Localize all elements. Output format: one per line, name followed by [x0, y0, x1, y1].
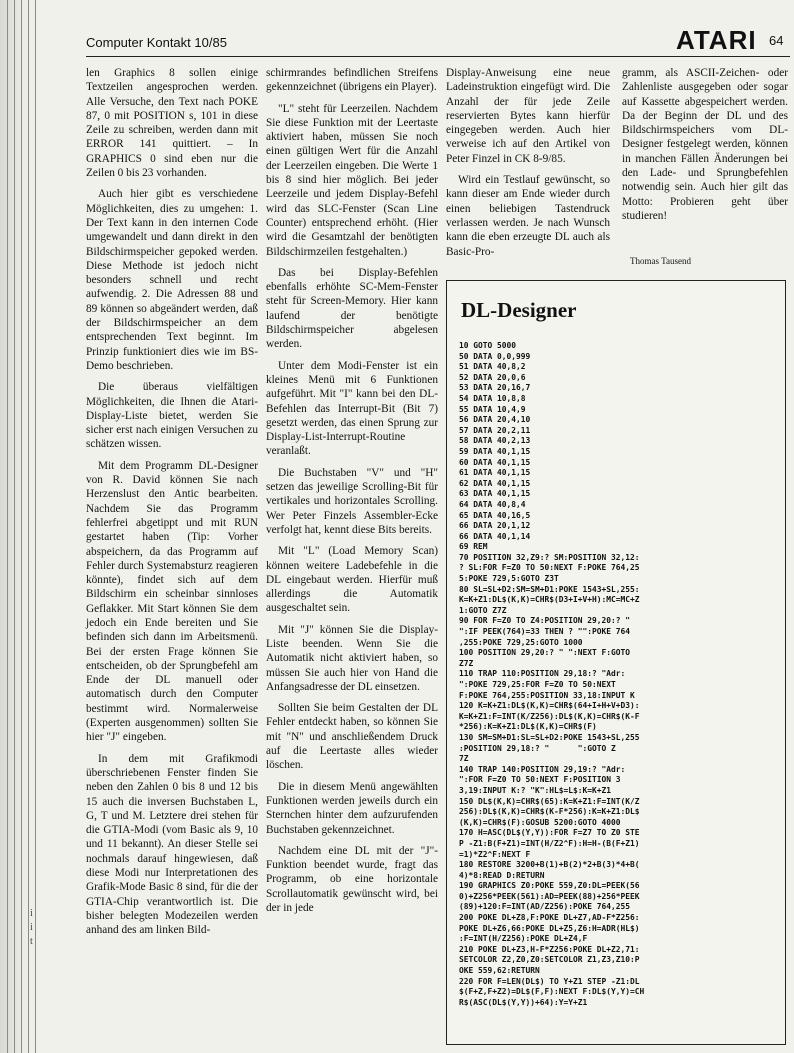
- text-column-2: [266, 66, 438, 922]
- header-rule: [86, 56, 790, 57]
- margin-mark: i: [30, 908, 33, 919]
- paragraph: Das bei Display-Befehlen ebenfalls erhöhte SC-Mem-Fenster steht für Screen-Memory. Hier kann laufend der benötigte Bildschirmspeicher abgelesen werden.: [266, 266, 438, 351]
- paragraph: Mit dem Programm DL-Designer von R. David können Sie nach Herzenslust den Antic bearbeiten. Nachdem Sie das Programm fehlerfrei abgetippt und mit RUN gestartet haben (Tip: Vorher abspeichern, da das Programm auf Fehler durch Systemabsturz reagieren könnte), findet sich auf dem Bildschirm ein scheinbar sinnloses Geflakker. Mit Start können Sie dem jedoch ein Ende bereiten und Sie befinden sich dann im Arbeitsmenü. Bei der ersten Frage können Sie entscheiden, ob der Sprungbefehl am Ende der DL manuell oder automatisch durch den Computer bestimmt wird. Normalerweise (Experten ausgenommen) sollten Sie hier "J" eingeben.: [86, 459, 258, 744]
- page-header: [86, 26, 790, 56]
- paragraph: Sollten Sie beim Gestalten der DL Fehler entdeckt haben, so können Sie mit "N" und anschließendem Druck auf die Leertaste alles wieder löschen.: [266, 702, 438, 772]
- text-column-3: [446, 66, 610, 266]
- paragraph: Die Buchstaben "V" und "H" setzen das jeweilige Scrolling-Bit für vertikales und horizontales Scrolling. Wer Peter Finzels Assembler-Ecke verfolgt hat, kennt diese Bits bereits.: [266, 466, 438, 536]
- text-column-1: [86, 66, 258, 945]
- paragraph: Auch hier gibt es verschiedene Möglichkeiten, dies zu umgehen: 1. Der Text kann in den internen Code umgewandelt und dann direkt in den Bildschirmspeicher gepoked werden. Diese Methode ist jedoch nicht besonders schnell und recht aufwendig. 2. Die Adressen 88 und 89 können so abgeändert werden, daß der Bildschirmspeicher an dem entsprechenden Text beginnt. Im Prinzip funktioniert dies wie im BS-Demo beschrieben.: [86, 188, 258, 372]
- magazine-issue: Computer Kontakt 10/85: [86, 35, 227, 50]
- brand-logo-text: ATARI: [676, 25, 757, 55]
- paragraph: "L" steht für Leerzeilen. Nachdem Sie diese Funktion mit der Leertaste aktiviert haben, müssen Sie noch einen gültigen Wert für die Anzahl der Leerzeilen eingeben. Die Werte 1 bis 8 sind hier möglich. Bei jeder Leerzeile und jedem Display-Befehl wird das SLC-Fenster (Scan Line Counter) entsprechend erhöht. (Hier wird die Gesamtzahl der benötigten Bildschirmzeilen festgehalten.): [266, 102, 438, 258]
- basic-listing-code: 10 GOTO 5000 50 DATA 0,0,999 51 DATA 40,8,2 52 DATA 20,0,6 53 DATA 20,16,7 54 DATA 10,8,8 55 DATA 10,4,9 56 DATA 20,4,10 57 DATA 20,2,11 58 DATA 40,2,13 59 DATA 40,1,15 60 DATA 40,1,15 61 DATA 40,1,15 62 DATA 40,1,15 63 DATA 40,1,15 64 DATA 40,8,4 65 DATA 40,16,5 66 DATA 20,1,12 66 DATA 40,1,14 69 REM 70 POSITION 32,Z9:? SM:POSITION 32,12: ? SL:FOR F=Z0 TO 50:NEXT F:POKE 764,25 5:POKE 729,5:GOTO Z3T 80 SL=SL+D2:SM=SM+D1:POKE 1543+SL,255: K=K+Z1:DL$(K,K)=CHR$(D3+I+V+H):MC=MC+Z 1:GOTO Z7Z 90 FOR F=Z0 TO Z4:POSITION 29,20:? " ":IF PEEK(764)=33 THEN ? "":POKE 764 ,255:POKE 729,25:GOTO 1000 100 POSITION 29,20:? " ":NEXT F:GOTO Z7Z 110 TRAP 110:POSITION 29,18:? "Adr: ":POKE 729,25:FOR F=Z0 TO 50:NEXT F:POKE 764,255:POSITION 33,18:INPUT K 120 K=K+Z1:DL$(K,K)=CHR$(64+I+H+V+D3): K=K+Z1:F=INT(K/Z256):DL$(K,K)=CHR$(K-F *256):K=K+Z1:DL$(K,K)=CHR$(F) 130 SM=SM+D1:SL=SL+D2:POKE 1543+SL,255 :POSITION 29,18:? " ":GOTO Z 7Z 140 TRAP 140:POSITION 29,19:? "Adr: ":FOR F=Z0 TO 50:NEXT F:POSITION 3 3,19:INPUT K:? "K":HL$=L$:K=K+Z1 150 DL$(K,K)=CHR$(65):K=K+Z1:F=INT(K/Z 256):DL$(K,K)=CHR$(K-F*256):K=K+Z1:DL$ (K,K)=CHR$(F):GOSUB 5200:GOTO 4000 170 H=ASC(DL$(Y,Y)):FOR F=Z7 TO Z0 STE P -Z1:B(F+Z1)=INT(H/Z2^F):H=H-(B(F+Z1) =1)*Z2^F:NEXT F 180 RESTORE 3200+B(1)+B(2)*2+B(3)*4+B( 4)*8:READ D:RETURN 190 GRAPHICS Z0:POKE 559,Z0:DL=PEEK(56 0)+Z256*PEEK(561):AD=PEEK(88)+256*PEEK (89)+120:F=INT(AD/Z256):POKE 764,255 200 POKE DL+Z8,F:POKE DL+Z7,AD-F*Z256: POKE DL+Z6,66:POKE DL+Z5,Z6:H=ADR(HL$) :F=INT(H/Z256):POKE DL+Z4,F 210 POKE DL+Z3,H-F*Z256:POKE DL+Z2,71: SETCOLOR Z2,Z0,Z0:SETCOLOR Z1,Z3,Z10:P OKE 559,62:RETURN 220 FOR F=LEN(DL$) TO Y+Z1 STEP -Z1:DL $(F+Z,F+Z2)=DL$(F,F):NEXT F:DL$(Y,Y)=CH R$(ASC(DL$(Y,Y))+64):Y=Y+Z1: [459, 341, 645, 1007]
- paragraph: Die in diesem Menü angewählten Funktionen werden jeweils durch ein Sternchen hinter dem aufzurufenden Buchstaben gekennzeichnet.: [266, 780, 438, 836]
- page-number: 64: [769, 33, 784, 48]
- paragraph: Wird ein Testlauf gewünscht, so kann dieser am Ende wieder durch einen beliebigen Tastendruck verlassen werden. Je nach Wunsch kann die eben erzeugte DL auch als Basic-Pro-: [446, 174, 610, 258]
- paragraph: schirmrandes befindlichen Streifens gekennzeichnet (übrigens ein Player).: [266, 67, 438, 94]
- paragraph: Unter dem Modi-Fenster ist ein kleines Menü mit 6 Funktionen aufgeführt. Mit "I" kann bei den DL-Befehlen das Interrupt-Bit (Bit 7) gesetzt werden, das einen Sprung zur Display-List-Interrupt-Routine veranlaßt.: [266, 359, 438, 458]
- paragraph: Die überaus vielfältigen Möglichkeiten, die Ihnen die Atari-Display-Liste bietet, werden Sie sicher erst nach einigen Versuchen zu schätzen wissen.: [86, 381, 258, 451]
- program-listing-box: [446, 280, 786, 1045]
- paragraph: Display-Anweisung eine neue Ladeinstruktion eingefügt wird. Die Anzahl der für jede Zeile reservierten Bytes kann hierfür eingegeben werden. Auch hier verweise ich auf den Artikel von Peter Finzel in CK 8-9/85.: [446, 67, 610, 165]
- scanned-page-edge: [0, 0, 40, 1053]
- paragraph: Mit "J" können Sie die Display-Liste beenden. Wenn Sie die Automatik nicht aktiviert haben, so müssen Sie auch hier von Hand die Anfangsadresse der DL einsetzen.: [266, 623, 438, 693]
- text-column-4: [622, 66, 788, 230]
- paragraph: gramm, als ASCII-Zeichen- oder Zahlenliste ausgegeben oder sogar auf Kassette abgespeichert werden. Da der Beginn der DL und des Bildschirmspeichers vom DL-Designer festgelegt werden, können in manchen Fällen Änderungen bei den Lade- und Sprungbefehlen notwendig sein. Auch hier gilt das Motto: Probieren geht über studieren!: [622, 67, 788, 222]
- paragraph: In dem mit Grafikmodi überschriebenen Fenster finden Sie neben den Zahlen 0 bis 8 und 12 bis 15 auch die inversen Buchstaben L, G, T und M. Letztere drei stehen für die GTIA-Modi (vom Basic als 9, 10 und 11 bekannt). An dieser Stelle sei nochmals darauf hingewiesen, daß diese Modi nur Interpretationen des Grafik-Mode Basic 8 sind, für die der GTIA-Chip verantwortlich ist. Die bisher belegten Modezeilen werden anhand des am linken Bild-: [86, 752, 258, 937]
- margin-mark: i: [30, 922, 33, 933]
- paragraph: Mit "L" (Load Memory Scan) können weitere Ladebefehle in die DL eingebaut werden. Hierfür muß allerdings die Automatik ausgeschaltet sein.: [266, 545, 438, 615]
- paragraph: len Graphics 8 sollen einige Textzeilen angesprochen werden. Alle Versuche, den Text nach POKE 87, 0 mit POSITION s, 101 in diese Zeile zu schreiben, werden dann mit ERROR 141 quittiert. – In GRAPHICS 0 sind eben nur die Zeilen 0 bis 23 vorhanden.: [86, 67, 258, 180]
- margin-mark: t: [30, 936, 33, 947]
- paragraph: Nachdem eine DL mit der "J"-Funktion beendet wurde, fragt das Programm, ob eine horizontale Scrollautomatik gewünscht wird, bei der in jede: [266, 844, 438, 915]
- author-byline: Thomas Tausend: [630, 256, 691, 266]
- listing-title: DL-Designer: [461, 298, 577, 322]
